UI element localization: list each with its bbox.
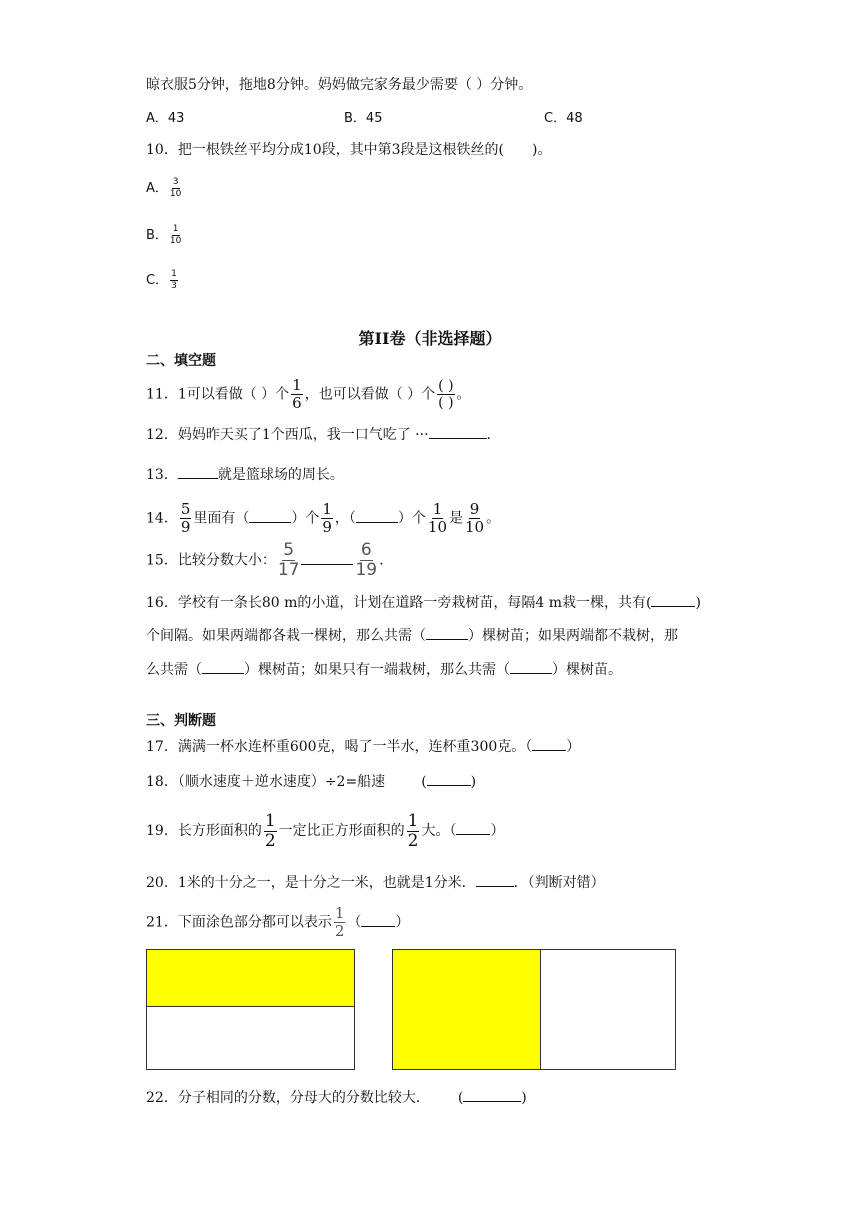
q14-fraction-one-ninth: $\frac{1}{9}$	[322, 500, 332, 536]
q14-fraction-five-ninths: $\frac{5}{9}$	[180, 500, 191, 536]
q15-compare-blank[interactable]	[301, 554, 353, 565]
q15-fraction-6-19: $\frac{6}{19}$	[355, 540, 378, 580]
q12-answer-blank[interactable]	[429, 424, 487, 439]
q16-line-3: 么共需（ ）棵树苗；如果只有一端栽树，那么共需（ ）棵树苗。	[146, 659, 622, 680]
q21-figure-left	[146, 949, 355, 1070]
q21-figure-left-shaded-half	[147, 950, 354, 1007]
q10-option-c-fraction: $\frac{1}{3}$	[171, 269, 177, 291]
q11-fraction-one-sixth: $\frac{1}{6}$	[292, 376, 302, 412]
q18-answer-blank[interactable]	[427, 771, 471, 786]
q14-blank-2[interactable]	[356, 508, 398, 523]
q9-text: 晾衣服5分钟，拖地8分钟。妈妈做完家务最少需要（ ）分钟。	[146, 77, 533, 93]
q22-answer-blank[interactable]	[463, 1087, 521, 1102]
q10-option-a[interactable]	[146, 177, 183, 199]
q16-line-2: 个间隔。如果两端都各栽一棵树，那么共需（ ）棵树苗；如果两端都不栽树，那	[146, 625, 678, 646]
q12: 12．妈妈昨天买了1个西瓜，我一口气吃了 ··· .	[146, 424, 491, 445]
q21: 21．下面涂色部分都可以表示 $\frac{1}{2}$ （ ）	[146, 904, 410, 940]
q21-figure-right	[392, 949, 676, 1070]
q11: 11．1可以看做（ ）个 $\frac{1}{6}$ ，也可以看做（ ）个 $\frac{( )}{( )}$ 。	[146, 376, 471, 412]
q21-figure-right-shaded-part	[393, 950, 541, 1069]
q17-answer-blank[interactable]	[532, 736, 566, 751]
q10-option-a-label: A．	[146, 181, 168, 196]
q16-blank-intervals[interactable]	[651, 592, 695, 607]
q22: 22．分子相同的分数，分母大的分数比较大． ( )	[146, 1087, 527, 1108]
q9-option-a[interactable]: A．43	[146, 111, 185, 126]
q15: 15．比较分数大小： $\frac{5}{17}$ $\frac{6}{19}$ .	[146, 540, 384, 580]
q20: 20．1米的十分之一，是十分之一米，也就是1分米． ．（判断对错）	[146, 872, 605, 893]
q10-option-a-fraction: $\frac{3}{10}$	[169, 177, 182, 199]
q19-fraction-half-1: $\frac{1}{2}$	[264, 810, 276, 851]
q10-option-b-label: B．	[146, 228, 168, 243]
section-judgement-heading: 三、判断题	[146, 713, 216, 729]
q11-fraction-blank[interactable]: $\frac{( )}{( )}$	[438, 378, 454, 411]
q14-blank-1[interactable]	[249, 508, 291, 523]
q13-answer-blank[interactable]	[178, 464, 218, 479]
q14: 14． $\frac{5}{9}$ 里面有（ ）个 $\frac{1}{9}$ ，（ ）个 $\frac{1}{10}$ 是 $\frac{9}{10}$ 。	[146, 500, 501, 536]
section-fill-blank-heading: 二、填空题	[146, 353, 216, 369]
q18: 18．（顺水速度＋逆水速度）÷2=船速 ( )	[146, 771, 476, 792]
q19-answer-blank[interactable]	[456, 820, 490, 835]
q19-fraction-half-2: $\frac{1}{2}$	[407, 810, 419, 851]
q13: 13． 就是篮球场的周长。	[146, 464, 344, 485]
q10-option-c-label: C．	[146, 273, 169, 288]
q16-blank-one-end[interactable]	[510, 659, 552, 674]
q10-option-b[interactable]	[146, 224, 183, 246]
q9-option-c[interactable]: C．48	[544, 111, 583, 126]
q16-blank-both-ends[interactable]	[426, 625, 468, 640]
q15-fraction-5-17: $\frac{5}{17}$	[277, 540, 300, 580]
q10-text: 10．把一根铁丝平均分成10段，其中第3段是这根铁丝的( )。	[146, 142, 552, 158]
q17: 17．满满一杯水连杯重600克，喝了一半水，连杯重300克。（ ）	[146, 736, 580, 757]
q21-answer-blank[interactable]	[361, 912, 395, 927]
part2-title: 第II卷（非选择题）	[358, 329, 502, 348]
q9-option-b[interactable]: B．45	[344, 111, 383, 126]
q14-fraction-one-tenth: $\frac{1}{10}$	[427, 500, 448, 536]
q10-option-b-fraction: $\frac{1}{10}$	[169, 224, 182, 246]
q21-fraction-half: $\frac{1}{2}$	[334, 904, 345, 940]
q10-option-c[interactable]	[146, 269, 180, 291]
q20-answer-blank[interactable]	[476, 872, 514, 887]
q16-blank-no-ends[interactable]	[202, 659, 244, 674]
q16-line-1: 16．学校有一条长80 m的小道，计划在道路一旁栽树苗，每隔4 m栽一棵，共有( )	[146, 592, 701, 613]
q14-fraction-nine-tenths: $\frac{9}{10}$	[465, 500, 485, 536]
q19: 19．长方形面积的 $\frac{1}{2}$ 一定比正方形面积的 $\frac{1}{2}$ 大。（ ）	[146, 810, 505, 851]
